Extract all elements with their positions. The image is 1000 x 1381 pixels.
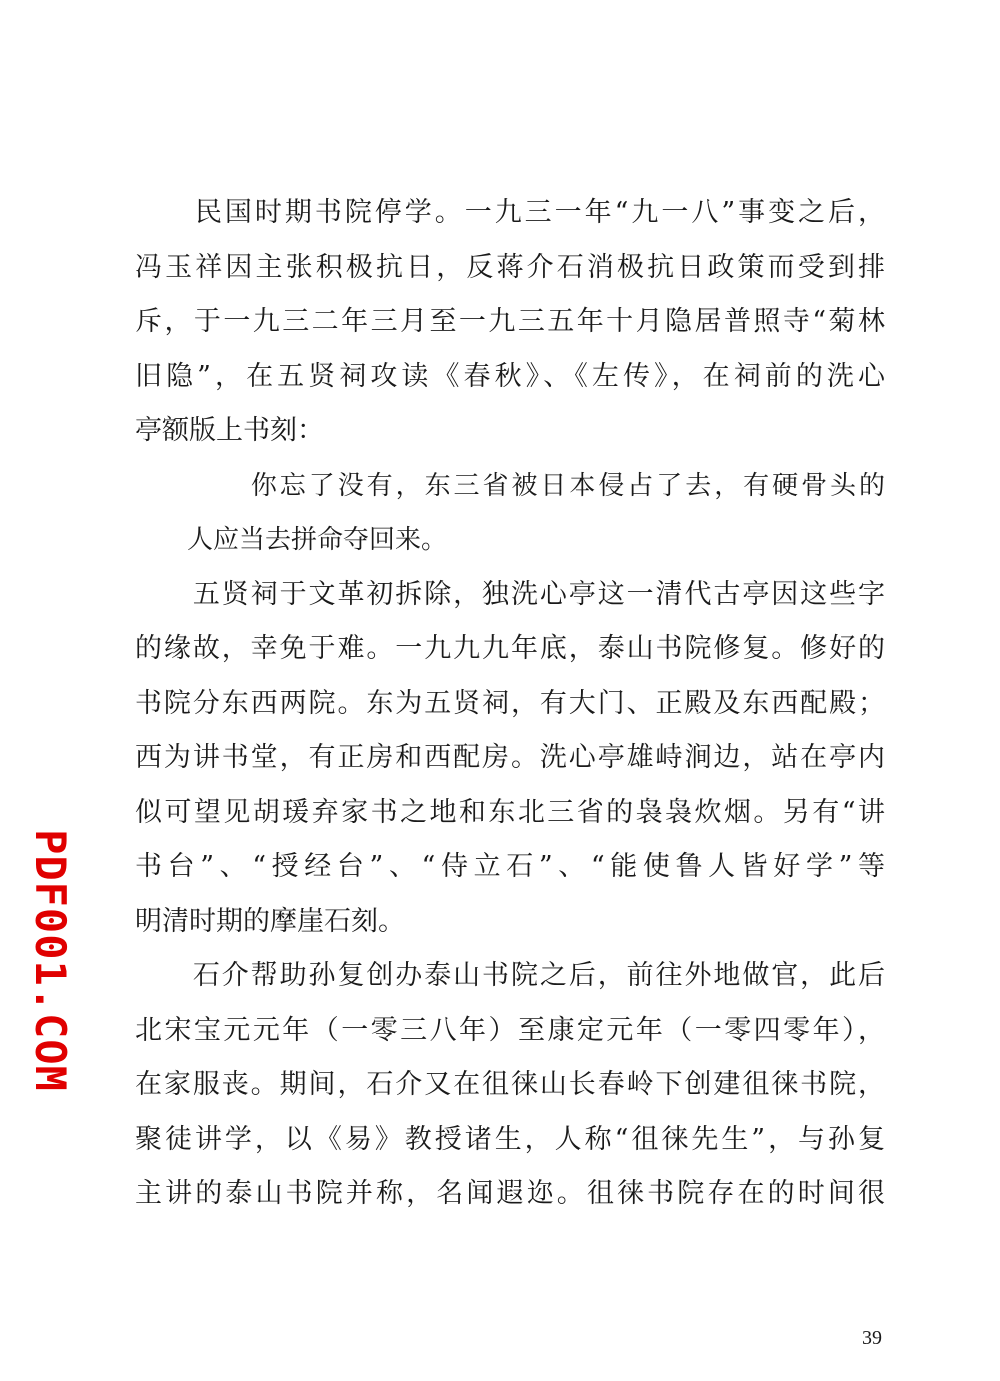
text-line-16: 北宋宝元元年（一零三八年）至康定元年（一零四零年），	[135, 1015, 885, 1046]
page-number: 39	[862, 1327, 882, 1349]
quote-line-2: 人应当去拼命夺回来。	[135, 525, 448, 555]
text-line-8: 五贤祠于文革初拆除，独洗心亭这一清代古亭因这些字	[135, 579, 885, 610]
text-line-3: 斥，于一九三二年三月至一九三五年十月隐居普照寺“菊林	[135, 306, 885, 337]
text-line-11: 西为讲书堂，有正房和西配房。洗心亭雄峙涧边，站在亭内	[135, 742, 885, 773]
text-line-14: 明清时期的摩崖石刻。	[135, 906, 405, 937]
text-line-12: 似可望见胡瑗弃家书之地和东北三省的袅袅炊烟。另有“讲	[135, 797, 885, 828]
quote-line-1: 你忘了没有，东三省被日本侵占了去，有硬骨头的	[135, 471, 885, 501]
text-line-18: 聚徒讲学，以《易》教授诸生，人称“徂徕先生”，与孙复	[135, 1124, 885, 1155]
text-line-19: 主讲的泰山书院并称，名闻遐迩。徂徕书院存在的时间很	[135, 1178, 885, 1209]
text-line-4: 旧隐”，在五贤祠攻读《春秋》、《左传》，在祠前的洗心	[135, 361, 885, 392]
watermark	[20, 830, 80, 1090]
text-line-15: 石介帮助孙复创办泰山书院之后，前往外地做官，此后	[135, 960, 885, 991]
text-line-17: 在家服丧。期间，石介又在徂徕山长春岭下创建徂徕书院，	[135, 1069, 885, 1100]
text-line-9: 的缘故，幸免于难。一九九九年底，泰山书院修复。修好的	[135, 633, 885, 664]
text-line-10: 书院分东西两院。东为五贤祠，有大门、正殿及东西配殿；	[135, 688, 885, 719]
watermark-text: PDF001.COM	[25, 828, 75, 1092]
text-line-1: 民国时期书院停学。一九三一年“九一八”事变之后，	[135, 197, 885, 228]
text-line-13: 书台”、“授经台”、“侍立石”、“能使鲁人皆好学”等	[135, 851, 885, 882]
text-line-5: 亭额版上书刻：	[135, 415, 324, 446]
text-line-2: 冯玉祥因主张积极抗日，反蒋介石消极抗日政策而受到排	[135, 252, 885, 283]
